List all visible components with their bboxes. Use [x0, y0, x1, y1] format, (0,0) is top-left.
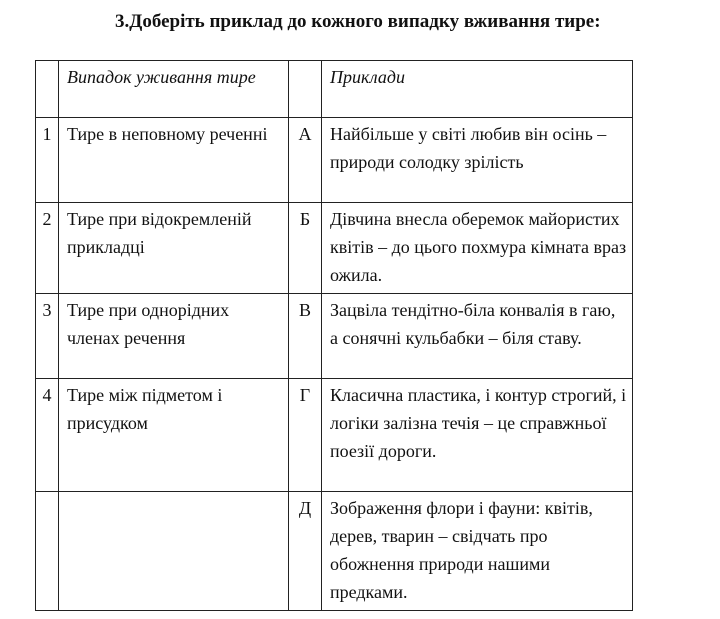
- header-letter-cell: [289, 61, 322, 118]
- row-number: [36, 492, 59, 611]
- example-cell: Дівчина внесла оберемок майористих квітів – до цього похмура кімната враз ожила.: [322, 203, 633, 294]
- row-number: 3: [36, 294, 59, 379]
- example-letter: В: [289, 294, 322, 379]
- case-cell: [59, 492, 289, 611]
- example-cell: Зображення флори і фауни: квітів, дерев, тварин – свідчать про обожнення природи нашими предками.: [322, 492, 633, 611]
- table-row: [36, 379, 633, 492]
- row-number: 1: [36, 118, 59, 203]
- table-row: [36, 203, 633, 294]
- case-cell: Тире при відокремленій прикладці: [59, 203, 289, 294]
- case-cell: Тире в неповному реченні: [59, 118, 289, 203]
- table-row: [36, 294, 633, 379]
- row-number: 4: [36, 379, 59, 492]
- header-case-cell: Випадок уживання тире: [59, 61, 289, 118]
- header-examples-cell: Приклади: [322, 61, 633, 118]
- example-letter: Б: [289, 203, 322, 294]
- example-cell: Зацвіла тендітно-біла конвалія в гаю, а сонячні кульбабки – біля ставу.: [322, 294, 633, 379]
- task-title: 3.Доберіть приклад до кожного випадку вживання тире:: [115, 11, 601, 32]
- table-row: [36, 492, 633, 611]
- row-number: 2: [36, 203, 59, 294]
- example-letter: Г: [289, 379, 322, 492]
- table-header-row: [36, 61, 633, 118]
- table-row: [36, 118, 633, 203]
- example-cell: Найбільше у світі любив він осінь – природи солодку зрілість: [322, 118, 633, 203]
- case-cell: Тире між підметом і присудком: [59, 379, 289, 492]
- matching-table: [35, 60, 633, 611]
- case-cell: Тире при однорідних членах речення: [59, 294, 289, 379]
- example-cell: Класична пластика, і контур строгий, і логіки залізна течія – це справжньої поезії дороги.: [322, 379, 633, 492]
- example-letter: Д: [289, 492, 322, 611]
- header-num-cell: [36, 61, 59, 118]
- example-letter: А: [289, 118, 322, 203]
